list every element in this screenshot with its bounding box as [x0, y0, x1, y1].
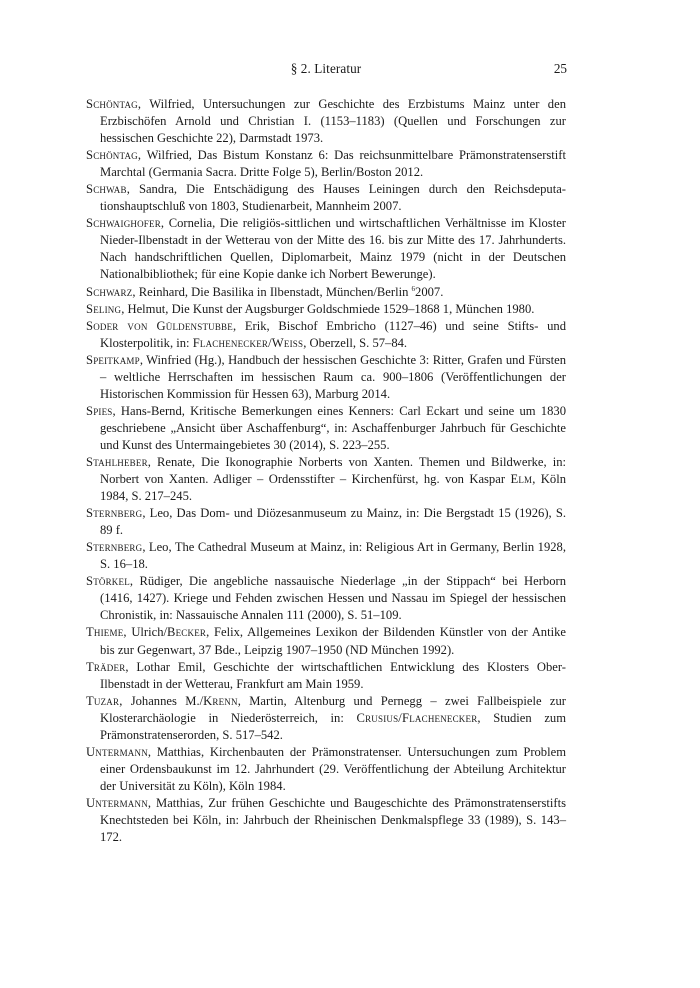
entry-author: Sternberg — [86, 506, 143, 521]
entry-text: , Wilfried, Untersuchungen zur Geschichte des Erzbistums Mainz unter den Erzbischöfen Arnold und Christian I. (1153–1183) (Quellen und Forschungen zur hessischen Geschichte 22), Darmstadt 1973. — [100, 97, 566, 146]
entry-author: Störkel — [86, 574, 130, 589]
bibliography-entry — [86, 301, 566, 318]
bibliography-entry — [86, 284, 566, 301]
bibliography-entry — [86, 744, 566, 795]
bibliography-entry — [86, 403, 566, 454]
bibliography-entry — [86, 573, 566, 624]
entry-author: Stahlheber — [86, 454, 148, 469]
bibliography-entry — [86, 795, 566, 846]
entry-author: Speitkamp — [86, 352, 140, 367]
entry-reference-author: Elm — [510, 472, 533, 487]
bibliography-entry — [86, 215, 566, 283]
entry-text: , Leo, The Cathedral Museum at Mainz, in: Religious Art in Germany, Berlin 1928, S. 16–18. — [100, 540, 566, 572]
entry-text: , Lothar Emil, Geschichte der wirtschaftlichen Entwicklung des Klosters Ober-Ilbenstadt in der Wetterau, Frankfurt am Main 1959. — [100, 659, 566, 691]
bibliography-entry — [86, 624, 566, 658]
entry-author: Untermann — [86, 795, 148, 810]
bibliography-entry — [86, 454, 566, 505]
entry-text: 2007. — [415, 284, 444, 299]
entry-text: , Martin, Altenburg und Pernegg – zwei Fallbeispiele zur Klosterarchäologie in Niederösterreich, in: — [100, 693, 566, 725]
entry-reference-author: Crusius/Flachenecker — [356, 710, 478, 725]
entry-author: Soder von Güldenstubbe — [86, 318, 233, 333]
entry-text: , Reinhard, Die Basilika in Ilbenstadt, München/Berlin — [132, 284, 412, 299]
bibliography-entry — [86, 96, 566, 147]
entry-reference-author: Becker — [167, 625, 207, 640]
bibliography-entry — [86, 352, 566, 403]
page-header — [86, 61, 566, 81]
entry-author: Träder — [86, 659, 126, 674]
entry-author: Schwarz — [86, 284, 133, 299]
entry-text: , Leo, Das Dom- und Diözesanmuseum zu Mainz, in: Die Bergstadt 15 (1926), S. 89 f. — [100, 506, 566, 538]
entry-reference-author: Krenn — [203, 693, 238, 708]
bibliography-entry — [86, 659, 566, 693]
entry-text: , Ulrich/ — [123, 625, 167, 640]
bibliography-entry — [86, 318, 566, 352]
entry-text: , Johannes M./ — [119, 693, 204, 708]
entry-author: Schöntag — [86, 97, 138, 111]
entry-text: , Helmut, Die Kunst der Augsburger Goldschmiede 1529–1868 1, München 1980. — [121, 301, 535, 316]
entry-author: Thieme — [86, 625, 124, 640]
bibliography-entry — [86, 539, 566, 573]
running-head: § 2. Literatur — [290, 61, 362, 76]
edition-superscript: 6 — [411, 284, 416, 293]
entry-author: Seling — [86, 301, 122, 316]
entry-text: , Felix, Allgemeines Lexikon der Bildenden Künstler von der Antike bis zur Gegenwart, 37 Bde., Leipzig 1907–1950 (ND München 1992). — [100, 625, 566, 657]
bibliography-entry — [86, 181, 566, 215]
entry-author: Schwaighofer — [86, 216, 161, 231]
entry-text: , Renate, Die Ikonographie Norberts von Xanten. Themen und Bildwerke, in: Norbert von Xanten. Adliger – Ordensstifter – Kirchenfürst, hg. von Kaspar — [100, 454, 566, 487]
entry-text: , Rüdiger, Die angebliche nassauische Niederlage „in der Stippach“ bei Herborn (1416, 1427). Kriege und Fehden zwischen Hessen und Nassau im Spiegel der hessischen Chronistik, in: Nassauische Annalen 111 (2000), S. 51–109. — [100, 574, 566, 623]
entry-text: , Cornelia, Die religiös-sittlichen und wirtschaftlichen Verhältnisse im Kloster Nieder-Ilbenstadt in der Wetterau von der Mitte des 16. bis zur Mitte des 17. Jahrhunderts. Nach handschriftlichen Quellen, Diplomarbeit, Mainz 1979 (nicht in der Deutschen Nationalbibliothek; für eine Kopie danke ich Norbert Bewerunge). — [100, 216, 566, 282]
entry-text: , Matthias, Zur frühen Geschichte und Baugeschichte des Prämonstratenserstifts Knechtsteden bei Köln, in: Jahrbuch der Rheinischen Denkmalspflege 33 (1989), S. 143–172. — [100, 795, 566, 845]
entry-text: , Sandra, Die Entschädigung des Hauses Leiningen durch den Reichsdeputationshauptschluß von 1803, Studienarbeit, Mannheim 2007. — [100, 182, 566, 214]
entry-author: Sternberg — [86, 540, 143, 555]
entry-text: , Matthias, Kirchenbauten der Prämonstratenser. Untersuchungen zum Problem einer Ordensbaukunst im 12. Jahrhundert (29. Veröffentlichung der Abteilung Architektur der Universität zu Köln), Köln 1984. — [100, 744, 566, 793]
entry-text: , Winfried (Hg.), Handbuch der hessischen Geschichte 3: Ritter, Grafen und Fürsten – weltliche Herrschaften im hessischen Raum ca. 900–1806 (Veröffentlichungen der Historischen Kommission für Hessen 63), Marburg 2014. — [100, 352, 566, 401]
entry-author: Untermann — [86, 744, 148, 759]
bibliography-list — [86, 96, 566, 846]
bibliography-entry — [86, 147, 566, 181]
entry-text: , Studien zum Prämonstratenserorden, S. 517–542. — [100, 710, 566, 742]
entry-text: , Erik, Bischof Embricho (1127–46) und seine Stifts- und Klosterpolitik, in: — [100, 318, 567, 350]
entry-author: Tuzar — [86, 693, 120, 708]
entry-text: , Hans-Bernd, Kritische Bemerkungen eines Kenners: Carl Eckart und seine um 1830 geschriebene „Ansicht über Aschaffenburg“, in: Aschaffenburger Jahrbuch für Geschichte und Kunst des Untermaingebietes 30 (2014), S. 223–255. — [100, 403, 566, 452]
entry-author: Schwab — [86, 182, 127, 197]
entry-author: Spies — [86, 403, 113, 418]
bibliography-entry — [86, 505, 566, 539]
bibliography-entry — [86, 693, 566, 744]
entry-reference-author: Flachenecker/Weiss — [192, 335, 304, 350]
entry-text: , Köln 1984, S. 217–245. — [100, 472, 566, 504]
page-number: 25 — [553, 61, 567, 76]
entry-author: Schöntag — [86, 148, 138, 163]
entry-text: , Oberzell, S. 57–84. — [303, 335, 408, 350]
entry-text: , Wilfried, Das Bistum Konstanz 6: Das reichsunmittelbare Prämonstratenserstift Marchtal (Germania Sacra. Dritte Folge 5), Berlin/Boston 2012. — [100, 148, 566, 180]
